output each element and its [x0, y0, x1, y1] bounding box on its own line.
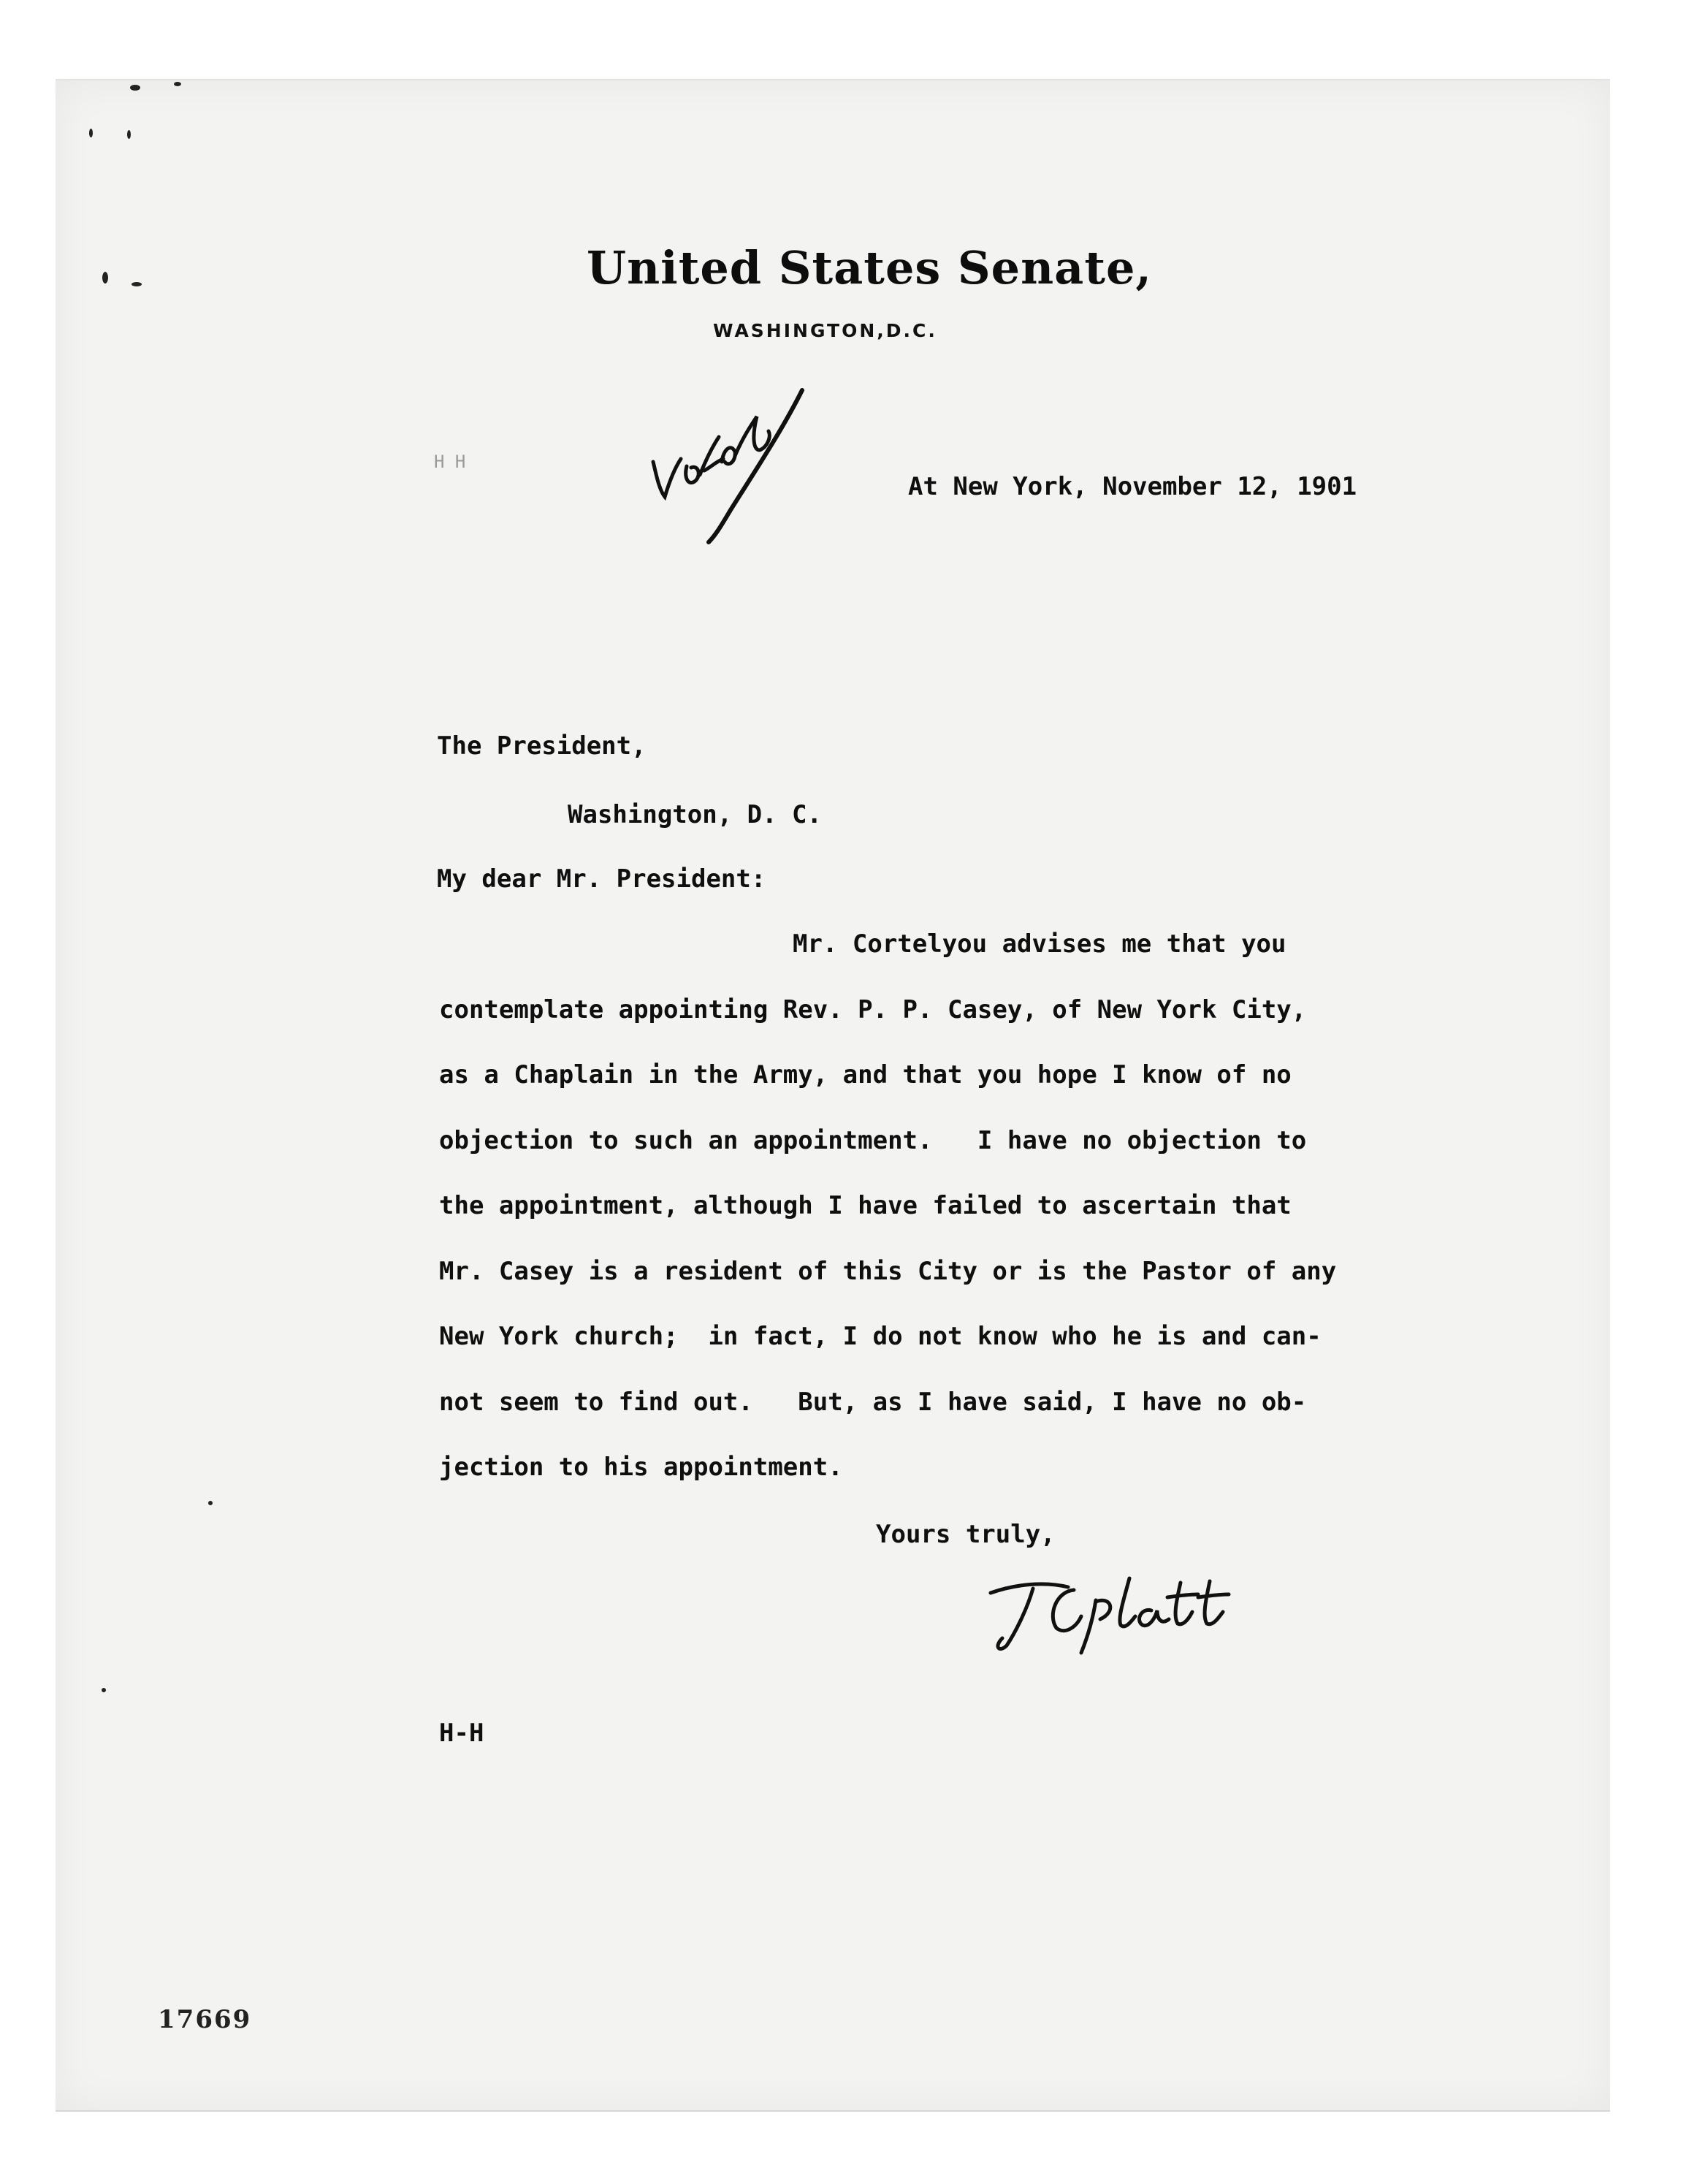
letterhead-title: United States Senate,	[587, 241, 1153, 294]
body-line: the appointment, although I have failed to ascertain that	[439, 1191, 1292, 1220]
scan-speck	[208, 1501, 213, 1505]
body-line: contemplate appointing Rev. P. P. Casey, of New York City,	[439, 995, 1307, 1024]
letterhead-location: WASHINGTON,D.C.	[713, 320, 937, 341]
scan-speck	[89, 129, 93, 137]
letter-sheet	[56, 79, 1610, 2112]
body-line: not seem to find out. But, as I have said, I have no ob-	[439, 1388, 1307, 1417]
scan-speck	[127, 130, 131, 139]
body-line: Mr. Casey is a resident of this City or is the Pastor of any	[439, 1257, 1337, 1286]
signature-mark	[986, 1571, 1264, 1659]
closing: Yours truly,	[876, 1520, 1056, 1549]
body-line: New York church; in fact, I do not know who he is and can-	[439, 1322, 1322, 1351]
recipient-address: Washington, D. C.	[568, 800, 822, 829]
handwritten-note-mark	[643, 380, 818, 548]
recipient-name: The President,	[437, 731, 647, 761]
scan-speck	[174, 82, 181, 86]
document-number: 17669	[158, 2005, 252, 2034]
typist-initials: H-H	[439, 1719, 484, 1748]
scan-speck	[130, 85, 140, 91]
dateline: At New York, November 12, 1901	[908, 472, 1357, 501]
body-line: as a Chaplain in the Army, and that you hope I know of no	[439, 1060, 1292, 1089]
scan-speck	[102, 272, 108, 284]
reference-initials: H H	[434, 452, 466, 472]
salutation: My dear Mr. President:	[437, 864, 766, 894]
scan-speck	[102, 1688, 106, 1692]
body-line: Mr. Cortelyou advises me that you	[793, 929, 1286, 959]
body-line: jection to his appointment.	[439, 1453, 843, 1482]
body-line: objection to such an appointment. I have no objection to	[439, 1126, 1307, 1155]
scan-speck	[131, 282, 142, 286]
